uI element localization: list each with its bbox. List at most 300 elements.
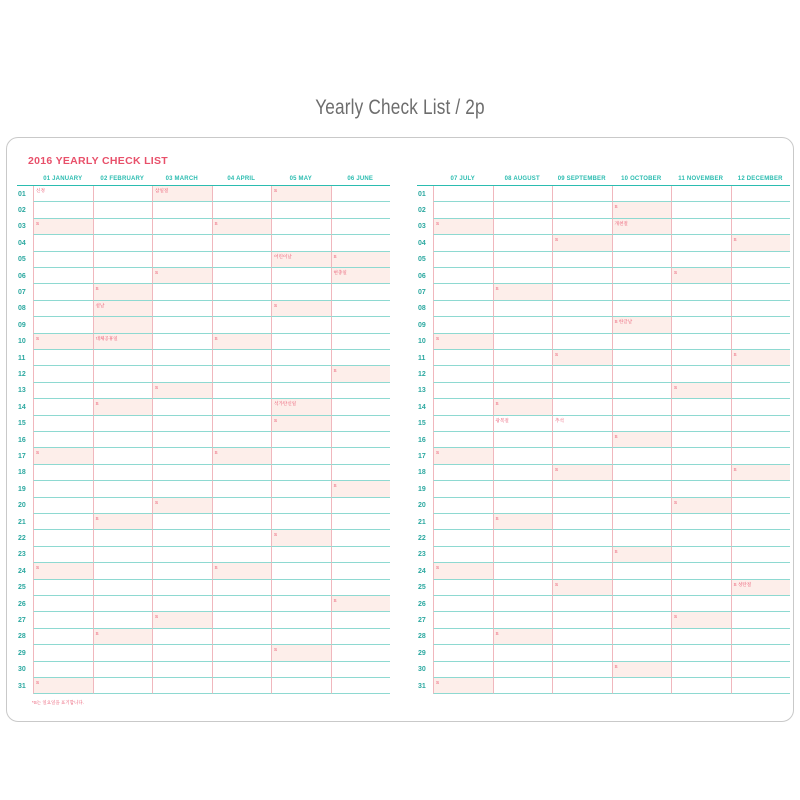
day-cell[interactable] bbox=[33, 366, 93, 382]
day-cell[interactable] bbox=[93, 645, 153, 661]
day-cell[interactable] bbox=[671, 514, 731, 530]
day-cell[interactable] bbox=[331, 547, 391, 563]
day-cell[interactable] bbox=[331, 268, 391, 284]
day-cell[interactable] bbox=[271, 202, 331, 218]
day-cell[interactable] bbox=[433, 366, 493, 382]
day-cell[interactable] bbox=[552, 284, 612, 300]
day-cell[interactable] bbox=[433, 399, 493, 415]
day-cell[interactable] bbox=[493, 662, 553, 678]
day-cell[interactable] bbox=[271, 383, 331, 399]
day-cell[interactable] bbox=[731, 252, 791, 268]
day-cell[interactable] bbox=[212, 219, 272, 235]
day-cell[interactable] bbox=[33, 383, 93, 399]
day-cell[interactable] bbox=[671, 612, 731, 628]
day-cell[interactable] bbox=[152, 284, 212, 300]
day-cell[interactable] bbox=[731, 284, 791, 300]
day-cell[interactable] bbox=[331, 399, 391, 415]
day-cell[interactable] bbox=[433, 432, 493, 448]
day-cell[interactable] bbox=[731, 301, 791, 317]
day-cell[interactable] bbox=[612, 268, 672, 284]
day-cell[interactable] bbox=[33, 678, 93, 694]
day-cell[interactable] bbox=[731, 530, 791, 546]
day-cell[interactable] bbox=[731, 678, 791, 694]
day-cell[interactable] bbox=[212, 399, 272, 415]
day-cell[interactable] bbox=[731, 629, 791, 645]
day-cell[interactable] bbox=[152, 416, 212, 432]
day-cell[interactable] bbox=[433, 645, 493, 661]
day-cell[interactable] bbox=[493, 235, 553, 251]
day-cell[interactable] bbox=[493, 645, 553, 661]
day-cell[interactable] bbox=[433, 301, 493, 317]
day-cell[interactable] bbox=[671, 432, 731, 448]
day-cell[interactable] bbox=[212, 284, 272, 300]
day-cell[interactable] bbox=[93, 301, 153, 317]
day-cell[interactable] bbox=[271, 235, 331, 251]
day-cell[interactable] bbox=[93, 284, 153, 300]
day-cell[interactable] bbox=[612, 284, 672, 300]
day-cell[interactable] bbox=[33, 350, 93, 366]
day-cell[interactable] bbox=[552, 334, 612, 350]
day-cell[interactable] bbox=[433, 596, 493, 612]
day-cell[interactable] bbox=[331, 301, 391, 317]
day-cell[interactable] bbox=[552, 498, 612, 514]
day-cell[interactable] bbox=[552, 235, 612, 251]
day-cell[interactable] bbox=[671, 465, 731, 481]
day-cell[interactable] bbox=[212, 301, 272, 317]
day-cell[interactable] bbox=[93, 498, 153, 514]
day-cell[interactable] bbox=[552, 580, 612, 596]
day-cell[interactable] bbox=[212, 514, 272, 530]
day-cell[interactable] bbox=[271, 563, 331, 579]
day-cell[interactable] bbox=[152, 547, 212, 563]
day-cell[interactable] bbox=[731, 514, 791, 530]
day-cell[interactable] bbox=[671, 235, 731, 251]
day-cell[interactable] bbox=[493, 563, 553, 579]
day-cell[interactable] bbox=[152, 530, 212, 546]
day-cell[interactable] bbox=[731, 481, 791, 497]
day-cell[interactable] bbox=[671, 580, 731, 596]
day-cell[interactable] bbox=[493, 448, 553, 464]
day-cell[interactable] bbox=[552, 268, 612, 284]
day-cell[interactable] bbox=[212, 481, 272, 497]
day-cell[interactable] bbox=[731, 465, 791, 481]
day-cell[interactable] bbox=[152, 202, 212, 218]
day-cell[interactable] bbox=[212, 612, 272, 628]
day-cell[interactable] bbox=[93, 530, 153, 546]
day-cell[interactable] bbox=[612, 547, 672, 563]
day-cell[interactable] bbox=[433, 514, 493, 530]
day-cell[interactable] bbox=[93, 268, 153, 284]
day-cell[interactable] bbox=[433, 334, 493, 350]
day-cell[interactable] bbox=[493, 580, 553, 596]
day-cell[interactable] bbox=[552, 202, 612, 218]
day-cell[interactable] bbox=[93, 366, 153, 382]
day-cell[interactable] bbox=[671, 284, 731, 300]
day-cell[interactable] bbox=[93, 563, 153, 579]
day-cell[interactable] bbox=[212, 186, 272, 202]
day-cell[interactable] bbox=[33, 563, 93, 579]
day-cell[interactable] bbox=[731, 268, 791, 284]
day-cell[interactable] bbox=[552, 301, 612, 317]
day-cell[interactable] bbox=[33, 629, 93, 645]
day-cell[interactable] bbox=[493, 334, 553, 350]
day-cell[interactable] bbox=[212, 317, 272, 333]
day-cell[interactable] bbox=[493, 678, 553, 694]
day-cell[interactable] bbox=[612, 252, 672, 268]
day-cell[interactable] bbox=[612, 645, 672, 661]
day-cell[interactable] bbox=[433, 202, 493, 218]
day-cell[interactable] bbox=[493, 350, 553, 366]
day-cell[interactable] bbox=[212, 547, 272, 563]
day-cell[interactable] bbox=[271, 465, 331, 481]
day-cell[interactable] bbox=[331, 465, 391, 481]
day-cell[interactable] bbox=[552, 662, 612, 678]
day-cell[interactable] bbox=[433, 465, 493, 481]
day-cell[interactable] bbox=[93, 334, 153, 350]
day-cell[interactable] bbox=[331, 448, 391, 464]
day-cell[interactable] bbox=[93, 481, 153, 497]
day-cell[interactable] bbox=[731, 563, 791, 579]
day-cell[interactable] bbox=[93, 399, 153, 415]
day-cell[interactable] bbox=[731, 383, 791, 399]
day-cell[interactable] bbox=[731, 366, 791, 382]
day-cell[interactable] bbox=[552, 563, 612, 579]
day-cell[interactable] bbox=[671, 547, 731, 563]
day-cell[interactable] bbox=[212, 350, 272, 366]
day-cell[interactable] bbox=[33, 235, 93, 251]
day-cell[interactable] bbox=[433, 268, 493, 284]
day-cell[interactable] bbox=[552, 317, 612, 333]
day-cell[interactable] bbox=[152, 301, 212, 317]
day-cell[interactable] bbox=[93, 383, 153, 399]
day-cell[interactable] bbox=[671, 498, 731, 514]
day-cell[interactable] bbox=[433, 612, 493, 628]
day-cell[interactable] bbox=[33, 219, 93, 235]
day-cell[interactable] bbox=[612, 678, 672, 694]
day-cell[interactable] bbox=[433, 350, 493, 366]
day-cell[interactable] bbox=[212, 530, 272, 546]
day-cell[interactable] bbox=[612, 334, 672, 350]
day-cell[interactable] bbox=[493, 629, 553, 645]
day-cell[interactable] bbox=[493, 547, 553, 563]
day-cell[interactable] bbox=[433, 678, 493, 694]
day-cell[interactable] bbox=[152, 596, 212, 612]
day-cell[interactable] bbox=[552, 186, 612, 202]
day-cell[interactable] bbox=[433, 547, 493, 563]
day-cell[interactable] bbox=[33, 284, 93, 300]
day-cell[interactable] bbox=[152, 268, 212, 284]
day-cell[interactable] bbox=[731, 596, 791, 612]
day-cell[interactable] bbox=[671, 350, 731, 366]
day-cell[interactable] bbox=[612, 350, 672, 366]
day-cell[interactable] bbox=[152, 399, 212, 415]
day-cell[interactable] bbox=[493, 514, 553, 530]
day-cell[interactable] bbox=[331, 219, 391, 235]
day-cell[interactable] bbox=[731, 334, 791, 350]
day-cell[interactable] bbox=[493, 317, 553, 333]
day-cell[interactable] bbox=[331, 498, 391, 514]
day-cell[interactable] bbox=[552, 448, 612, 464]
day-cell[interactable] bbox=[331, 481, 391, 497]
day-cell[interactable] bbox=[212, 580, 272, 596]
day-cell[interactable] bbox=[671, 448, 731, 464]
day-cell[interactable] bbox=[152, 498, 212, 514]
day-cell[interactable] bbox=[671, 219, 731, 235]
day-cell[interactable] bbox=[493, 301, 553, 317]
day-cell[interactable] bbox=[33, 301, 93, 317]
day-cell[interactable] bbox=[552, 465, 612, 481]
day-cell[interactable] bbox=[212, 235, 272, 251]
day-cell[interactable] bbox=[331, 416, 391, 432]
day-cell[interactable] bbox=[271, 580, 331, 596]
day-cell[interactable] bbox=[33, 186, 93, 202]
day-cell[interactable] bbox=[731, 416, 791, 432]
day-cell[interactable] bbox=[152, 317, 212, 333]
day-cell[interactable] bbox=[33, 465, 93, 481]
day-cell[interactable] bbox=[33, 317, 93, 333]
day-cell[interactable] bbox=[152, 678, 212, 694]
day-cell[interactable] bbox=[731, 432, 791, 448]
day-cell[interactable] bbox=[331, 432, 391, 448]
day-cell[interactable] bbox=[731, 498, 791, 514]
day-cell[interactable] bbox=[433, 498, 493, 514]
day-cell[interactable] bbox=[731, 612, 791, 628]
day-cell[interactable] bbox=[493, 252, 553, 268]
day-cell[interactable] bbox=[612, 514, 672, 530]
day-cell[interactable] bbox=[33, 612, 93, 628]
day-cell[interactable] bbox=[33, 481, 93, 497]
day-cell[interactable] bbox=[152, 662, 212, 678]
day-cell[interactable] bbox=[331, 596, 391, 612]
day-cell[interactable] bbox=[612, 317, 672, 333]
day-cell[interactable] bbox=[331, 530, 391, 546]
day-cell[interactable] bbox=[493, 465, 553, 481]
day-cell[interactable] bbox=[271, 629, 331, 645]
day-cell[interactable] bbox=[152, 448, 212, 464]
day-cell[interactable] bbox=[731, 235, 791, 251]
day-cell[interactable] bbox=[152, 186, 212, 202]
day-cell[interactable] bbox=[93, 350, 153, 366]
day-cell[interactable] bbox=[612, 629, 672, 645]
day-cell[interactable] bbox=[671, 252, 731, 268]
day-cell[interactable] bbox=[493, 432, 553, 448]
day-cell[interactable] bbox=[33, 202, 93, 218]
day-cell[interactable] bbox=[671, 563, 731, 579]
day-cell[interactable] bbox=[212, 383, 272, 399]
day-cell[interactable] bbox=[271, 514, 331, 530]
day-cell[interactable] bbox=[331, 186, 391, 202]
day-cell[interactable] bbox=[671, 186, 731, 202]
day-cell[interactable] bbox=[271, 645, 331, 661]
day-cell[interactable] bbox=[271, 481, 331, 497]
day-cell[interactable] bbox=[731, 662, 791, 678]
day-cell[interactable] bbox=[152, 366, 212, 382]
day-cell[interactable] bbox=[612, 498, 672, 514]
day-cell[interactable] bbox=[331, 612, 391, 628]
day-cell[interactable] bbox=[612, 416, 672, 432]
day-cell[interactable] bbox=[671, 334, 731, 350]
day-cell[interactable] bbox=[612, 219, 672, 235]
day-cell[interactable] bbox=[271, 219, 331, 235]
day-cell[interactable] bbox=[152, 580, 212, 596]
day-cell[interactable] bbox=[612, 366, 672, 382]
day-cell[interactable] bbox=[433, 186, 493, 202]
day-cell[interactable] bbox=[612, 530, 672, 546]
day-cell[interactable] bbox=[271, 350, 331, 366]
day-cell[interactable] bbox=[433, 252, 493, 268]
day-cell[interactable] bbox=[671, 301, 731, 317]
day-cell[interactable] bbox=[671, 629, 731, 645]
day-cell[interactable] bbox=[271, 547, 331, 563]
day-cell[interactable] bbox=[271, 432, 331, 448]
day-cell[interactable] bbox=[331, 202, 391, 218]
day-cell[interactable] bbox=[93, 580, 153, 596]
day-cell[interactable] bbox=[152, 432, 212, 448]
day-cell[interactable] bbox=[433, 416, 493, 432]
day-cell[interactable] bbox=[212, 596, 272, 612]
day-cell[interactable] bbox=[93, 596, 153, 612]
day-cell[interactable] bbox=[493, 268, 553, 284]
day-cell[interactable] bbox=[671, 416, 731, 432]
day-cell[interactable] bbox=[433, 662, 493, 678]
day-cell[interactable] bbox=[671, 481, 731, 497]
day-cell[interactable] bbox=[552, 399, 612, 415]
day-cell[interactable] bbox=[33, 334, 93, 350]
day-cell[interactable] bbox=[212, 498, 272, 514]
day-cell[interactable] bbox=[671, 645, 731, 661]
day-cell[interactable] bbox=[212, 366, 272, 382]
day-cell[interactable] bbox=[612, 465, 672, 481]
day-cell[interactable] bbox=[433, 317, 493, 333]
day-cell[interactable] bbox=[671, 530, 731, 546]
day-cell[interactable] bbox=[212, 629, 272, 645]
day-cell[interactable] bbox=[271, 662, 331, 678]
day-cell[interactable] bbox=[93, 448, 153, 464]
day-cell[interactable] bbox=[612, 662, 672, 678]
day-cell[interactable] bbox=[152, 612, 212, 628]
day-cell[interactable] bbox=[93, 612, 153, 628]
day-cell[interactable] bbox=[552, 252, 612, 268]
day-cell[interactable] bbox=[212, 465, 272, 481]
day-cell[interactable] bbox=[212, 678, 272, 694]
day-cell[interactable] bbox=[271, 678, 331, 694]
day-cell[interactable] bbox=[331, 678, 391, 694]
day-cell[interactable] bbox=[612, 202, 672, 218]
day-cell[interactable] bbox=[212, 563, 272, 579]
day-cell[interactable] bbox=[93, 219, 153, 235]
day-cell[interactable] bbox=[212, 202, 272, 218]
day-cell[interactable] bbox=[433, 580, 493, 596]
day-cell[interactable] bbox=[212, 334, 272, 350]
day-cell[interactable] bbox=[552, 432, 612, 448]
day-cell[interactable] bbox=[152, 252, 212, 268]
day-cell[interactable] bbox=[33, 432, 93, 448]
day-cell[interactable] bbox=[331, 514, 391, 530]
day-cell[interactable] bbox=[271, 530, 331, 546]
day-cell[interactable] bbox=[731, 317, 791, 333]
day-cell[interactable] bbox=[671, 202, 731, 218]
day-cell[interactable] bbox=[152, 235, 212, 251]
day-cell[interactable] bbox=[493, 596, 553, 612]
day-cell[interactable] bbox=[433, 481, 493, 497]
day-cell[interactable] bbox=[33, 580, 93, 596]
day-cell[interactable] bbox=[331, 235, 391, 251]
day-cell[interactable] bbox=[433, 284, 493, 300]
day-cell[interactable] bbox=[433, 563, 493, 579]
day-cell[interactable] bbox=[612, 448, 672, 464]
day-cell[interactable] bbox=[552, 383, 612, 399]
day-cell[interactable] bbox=[33, 514, 93, 530]
day-cell[interactable] bbox=[731, 547, 791, 563]
day-cell[interactable] bbox=[271, 301, 331, 317]
day-cell[interactable] bbox=[331, 645, 391, 661]
day-cell[interactable] bbox=[152, 334, 212, 350]
day-cell[interactable] bbox=[271, 612, 331, 628]
day-cell[interactable] bbox=[331, 383, 391, 399]
day-cell[interactable] bbox=[493, 612, 553, 628]
day-cell[interactable] bbox=[552, 629, 612, 645]
day-cell[interactable] bbox=[93, 514, 153, 530]
day-cell[interactable] bbox=[152, 383, 212, 399]
day-cell[interactable] bbox=[493, 284, 553, 300]
day-cell[interactable] bbox=[612, 186, 672, 202]
day-cell[interactable] bbox=[93, 252, 153, 268]
day-cell[interactable] bbox=[331, 580, 391, 596]
day-cell[interactable] bbox=[152, 350, 212, 366]
day-cell[interactable] bbox=[271, 284, 331, 300]
day-cell[interactable] bbox=[671, 366, 731, 382]
day-cell[interactable] bbox=[331, 334, 391, 350]
day-cell[interactable] bbox=[331, 366, 391, 382]
day-cell[interactable] bbox=[731, 645, 791, 661]
day-cell[interactable] bbox=[671, 678, 731, 694]
day-cell[interactable] bbox=[671, 662, 731, 678]
day-cell[interactable] bbox=[331, 563, 391, 579]
day-cell[interactable] bbox=[33, 645, 93, 661]
day-cell[interactable] bbox=[212, 448, 272, 464]
day-cell[interactable] bbox=[671, 399, 731, 415]
day-cell[interactable] bbox=[93, 465, 153, 481]
day-cell[interactable] bbox=[93, 186, 153, 202]
day-cell[interactable] bbox=[271, 252, 331, 268]
day-cell[interactable] bbox=[33, 530, 93, 546]
day-cell[interactable] bbox=[271, 498, 331, 514]
day-cell[interactable] bbox=[93, 202, 153, 218]
day-cell[interactable] bbox=[331, 350, 391, 366]
day-cell[interactable] bbox=[552, 678, 612, 694]
day-cell[interactable] bbox=[271, 186, 331, 202]
day-cell[interactable] bbox=[612, 235, 672, 251]
day-cell[interactable] bbox=[552, 547, 612, 563]
day-cell[interactable] bbox=[152, 629, 212, 645]
day-cell[interactable] bbox=[433, 235, 493, 251]
day-cell[interactable] bbox=[552, 530, 612, 546]
day-cell[interactable] bbox=[493, 498, 553, 514]
day-cell[interactable] bbox=[493, 383, 553, 399]
day-cell[interactable] bbox=[731, 399, 791, 415]
day-cell[interactable] bbox=[731, 448, 791, 464]
day-cell[interactable] bbox=[33, 416, 93, 432]
day-cell[interactable] bbox=[552, 416, 612, 432]
day-cell[interactable] bbox=[93, 317, 153, 333]
day-cell[interactable] bbox=[93, 235, 153, 251]
day-cell[interactable] bbox=[552, 481, 612, 497]
day-cell[interactable] bbox=[493, 202, 553, 218]
day-cell[interactable] bbox=[331, 662, 391, 678]
day-cell[interactable] bbox=[152, 645, 212, 661]
day-cell[interactable] bbox=[152, 563, 212, 579]
day-cell[interactable] bbox=[93, 432, 153, 448]
